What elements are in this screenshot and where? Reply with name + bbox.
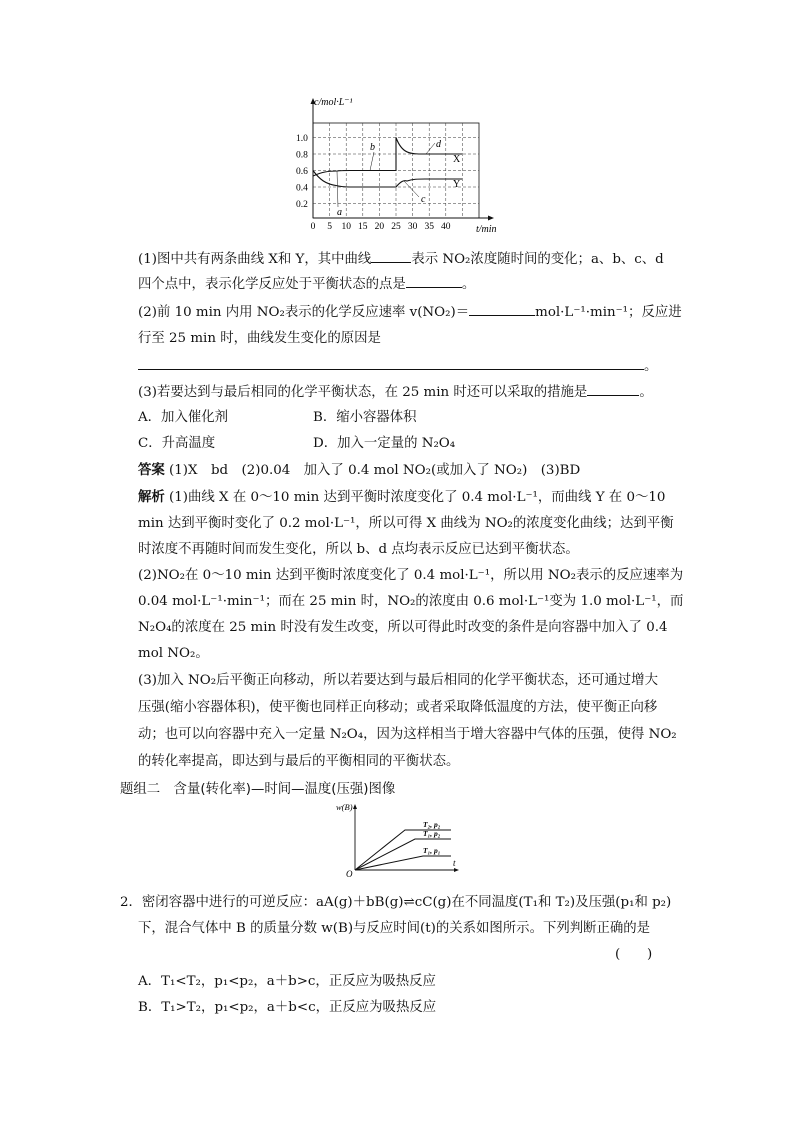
mass-fraction-time-chart bbox=[325, 800, 465, 878]
x-tick: 0 bbox=[310, 222, 316, 232]
x-tick: 40 bbox=[441, 222, 451, 232]
curve-y bbox=[313, 171, 462, 188]
q4-option-a[interactable]: A．T₁<T₂，p₁<p₂，a＋b>c，正反应为吸热反应 bbox=[138, 974, 436, 989]
curve-label: T₂, p₂ bbox=[423, 820, 441, 829]
answer-blank[interactable] bbox=[371, 248, 411, 263]
q4-paren: ( ) bbox=[615, 947, 653, 962]
y-tick: 0.6 bbox=[296, 167, 308, 177]
q3-option-c[interactable]: C．升高温度 bbox=[138, 436, 216, 451]
point-b: b bbox=[370, 142, 375, 153]
x-tick: 15 bbox=[358, 222, 368, 232]
x-tick: 25 bbox=[391, 222, 401, 232]
q3-option-b[interactable]: B．缩小容器体积 bbox=[313, 410, 417, 425]
y-tick: 0.8 bbox=[296, 150, 308, 161]
x-tick: 35 bbox=[424, 222, 434, 232]
analysis-line: 时浓度不再随时间而发生变化，所以 b、d 点均表示反应已达到平衡状态。 bbox=[138, 542, 579, 557]
group2-title: 题组二 含量(转化率)—时间—温度(压强)图像 bbox=[120, 782, 396, 797]
answer-blank[interactable] bbox=[469, 301, 535, 316]
point-d: d bbox=[436, 139, 441, 150]
analysis-line: 的转化率提高，即达到与最后的平衡相同的平衡状态。 bbox=[138, 754, 460, 769]
q4-option-b[interactable]: B．T₁>T₂，p₁<p₂，a＋b<c，正反应为吸热反应 bbox=[138, 1000, 437, 1015]
answer-blank[interactable] bbox=[138, 355, 644, 370]
analysis-line: 压强(缩小容器体积)，使平衡也同样正向移动；或者采取降低温度的方法，使平衡正向移 bbox=[138, 700, 658, 715]
point-c: c bbox=[421, 194, 426, 205]
x-tick: 5 bbox=[327, 222, 332, 232]
analysis-line: min 达到平衡时变化了 0.2 mol·L⁻¹，所以可得 X 曲线为 NO₂的浓度变化曲线；达到平衡 bbox=[138, 516, 674, 531]
analysis-label: 解析 bbox=[138, 490, 165, 505]
answer-label: 答案 bbox=[138, 463, 165, 478]
x-tick: 30 bbox=[407, 222, 418, 232]
q2-line1: (2)前 10 min 内用 NO₂表示的化学反应速率 v(NO₂)＝ mol·L⁻¹·min⁻¹；反应进 bbox=[138, 301, 682, 323]
y-tick: 0.2 bbox=[296, 200, 308, 210]
point-a: a bbox=[337, 207, 342, 218]
x-axis-label: t bbox=[453, 858, 456, 868]
answer-text: (1)X bd (2)0.04 加入了 0.4 mol NO₂(或加入了 NO₂) (3)BD bbox=[169, 463, 581, 478]
answer-blank[interactable] bbox=[406, 273, 462, 288]
origin-label: O bbox=[346, 869, 353, 879]
concentration-time-chart bbox=[290, 94, 505, 235]
q3-line1: (3)若要达到与最后相同的化学平衡状态，在 25 min 时还可以采取的措施是 。 bbox=[138, 381, 653, 403]
q1-line2: 四个点中，表示化学反应处于平衡状态的点是 。 bbox=[138, 273, 475, 295]
q2-line2: 行至 25 min 时，曲线发生变化的原因是 bbox=[138, 331, 381, 346]
y-axis-label: c/mol·L⁻¹ bbox=[314, 97, 353, 108]
x-axis-label: t/min bbox=[476, 224, 497, 235]
analysis-line: 0.04 mol·L⁻¹·min⁻¹；而在 25 min 时，NO₂的浓度由 0.6 mol·L⁻¹变为 1.0 mol·L⁻¹，而 bbox=[138, 594, 684, 609]
q1-line1: (1)图中共有两条曲线 X和 Y，其中曲线 表示 NO₂浓度随时间的变化；a、b、c、d bbox=[138, 248, 664, 270]
analysis-line: 动；也可以向容器中充入一定量 N₂O₄，因为这样相当于增大容器中气体的压强，使得 NO₂ bbox=[138, 727, 677, 742]
analysis-line: (2)NO₂在 0～10 min 达到平衡时浓度变化了 0.4 mol·L⁻¹，所以用 NO₂表示的反应速率为 bbox=[138, 568, 684, 583]
curve-label: T₁, p₂ bbox=[423, 829, 441, 838]
y-tick: 1.0 bbox=[296, 134, 308, 144]
curve-x-label: X bbox=[453, 154, 461, 165]
x-tick: 20 bbox=[374, 222, 385, 232]
y-tick: 0.4 bbox=[296, 183, 308, 194]
q4-line1: 2．密闭容器中进行的可逆反应：aA(g)＋bB(g)⇌cC(g)在不同温度(T₁和 T₂)及压强(p₁和 p₂) bbox=[120, 895, 672, 910]
q4-line2: 下，混合气体中 B 的质量分数 w(B)与反应时间(t)的关系如图所示。下列判断正确的是 bbox=[138, 921, 651, 936]
q2-line3: 。 bbox=[138, 355, 657, 377]
curve-label: T₁, p₁ bbox=[423, 846, 441, 855]
analysis-line: N₂O₄的浓度在 25 min 时没有发生改变，所以可得此时改变的条件是向容器中加入了 0.4 bbox=[138, 620, 668, 635]
analysis-line: (3)加入 NO₂后平衡正向移动，所以若要达到与最后相同的化学平衡状态，还可通过增大 bbox=[138, 673, 658, 688]
x-tick: 10 bbox=[341, 222, 351, 232]
curve-y-label: Y bbox=[453, 179, 461, 190]
q3-option-d[interactable]: D．加入一定量的 N₂O₄ bbox=[313, 436, 456, 451]
answer-blank[interactable] bbox=[587, 381, 639, 396]
q3-option-a[interactable]: A．加入催化剂 bbox=[138, 410, 229, 425]
analysis-line: mol NO₂。 bbox=[138, 646, 209, 661]
y-axis-label: w(B) bbox=[336, 802, 353, 812]
answer-line bbox=[138, 461, 580, 481]
analysis-line1: 解析 (1)曲线 X 在 0～10 min 达到平衡时浓度变化了 0.4 mol·L⁻¹，而曲线 Y 在 0～10 bbox=[138, 490, 666, 505]
